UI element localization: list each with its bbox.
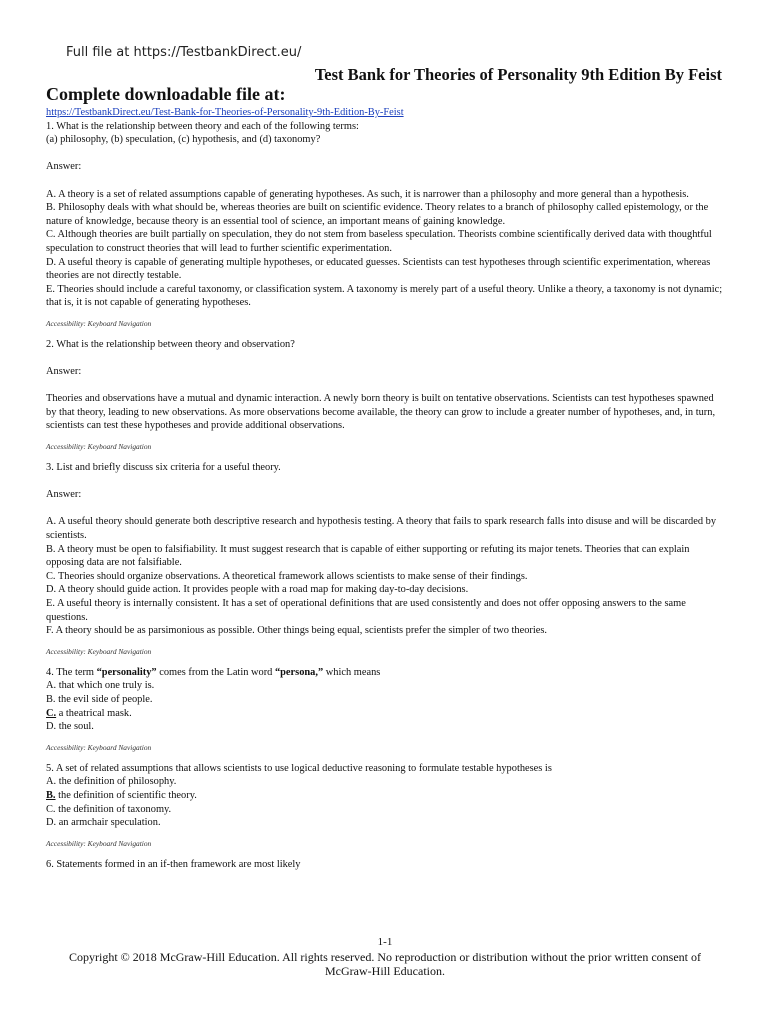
q1-answer-d: D. A useful theory is capable of generating multiple hypotheses, or educated guesses. Scientists can test hypotheses through scientific experimentation, whereas theories are not directly testable. xyxy=(46,256,711,282)
download-heading: Complete downloadable file at: xyxy=(46,84,286,104)
accessibility-tag: Accessibility: Keyboard Navigation xyxy=(46,646,152,656)
full-file-note: Full file at https://TestbankDirect.eu/ xyxy=(66,45,302,60)
accessibility-tag: Accessibility: Keyboard Navigation xyxy=(46,742,152,752)
q4-text-start: 4. The term xyxy=(46,666,97,678)
accessibility-tag: Accessibility: Keyboard Navigation xyxy=(46,838,152,848)
q4-option-a: A. that which one truly is. xyxy=(46,680,155,692)
accessibility-tag: Accessibility: Keyboard Navigation xyxy=(46,442,152,452)
q3-answer-f: F. A theory should be as parsimonious as possible. Other things being equal, scientists prefer the simpler of two theories. xyxy=(46,625,548,637)
question-3: 3. List and briefly discuss six criteria for a useful theory. xyxy=(46,462,281,474)
q5-option-c: C. the definition of taxonomy. xyxy=(46,803,172,815)
q1-answer-a: A. A theory is a set of related assumptions capable of generating hypotheses. As such, it is narrower than a philosophy and more general than a hypothesis. xyxy=(46,188,689,200)
download-link[interactable]: https://TestbankDirect.eu/Test-Bank-for-Theories-of-Personality-9th-Edition-By-Feist xyxy=(46,107,404,118)
question-1: 1. What is the relationship between theory and each of the following terms: xyxy=(46,120,359,132)
answer-label: Answer: xyxy=(46,489,82,501)
q2-answer: Theories and observations have a mutual and dynamic interaction. A newly born theory is built on tentative observations. Scientists can test hypotheses spawned by that theory, leading to new observations. As more observations become available, the theory can grow to include a greater number of hypotheses, and, in turn, scientists can test these hypotheses and provide additional observations. xyxy=(46,393,716,432)
question-4 xyxy=(46,666,724,680)
q3-answer-a: A. A useful theory should generate both descriptive research and hypothesis testing. A theory that fails to spark research falls into disuse and will be discarded by scientists. xyxy=(46,516,717,542)
page-footer xyxy=(46,935,724,978)
q3-answer-c: C. Theories should organize observations. A theoretical framework allows scientists to make sense of their findings. xyxy=(46,570,528,582)
copyright-notice: Copyright © 2018 McGraw-Hill Education. All rights reserved. No reproduction or distribution without the prior written consent of McGraw-Hill Education. xyxy=(68,950,701,978)
q5-correct-letter: B. xyxy=(46,789,56,801)
accessibility-tag: Accessibility: Keyboard Navigation xyxy=(46,318,152,328)
document-body xyxy=(46,106,724,871)
question-5: 5. A set of related assumptions that allows scientists to use logical deductive reasoning to formulate testable hypotheses is xyxy=(46,762,552,774)
answer-label: Answer: xyxy=(46,366,82,378)
q4-term-personality: “personality” xyxy=(96,666,157,678)
question-1-terms: (a) philosophy, (b) speculation, (c) hypothesis, and (d) taxonomy? xyxy=(46,134,321,146)
document-title: Test Bank for Theories of Personality 9th Edition By Feist xyxy=(314,65,722,84)
q4-correct-letter: C. xyxy=(46,707,57,719)
q3-answer-b: B. A theory must be open to falsifiability. It must suggest research that is capable of either supporting or refuting its major tenets. Theories that can explain opposing data are not falsifiable. xyxy=(46,543,690,569)
answer-label: Answer: xyxy=(46,161,82,173)
question-6: 6. Statements formed in an if-then framework are most likely xyxy=(46,858,301,870)
q4-option-b: B. the evil side of people. xyxy=(46,693,153,705)
q5-option-a: A. the definition of philosophy. xyxy=(46,776,177,788)
q5-option-d: D. an armchair speculation. xyxy=(46,817,161,829)
q3-answer-e: E. A useful theory is internally consistent. It has a set of operational definitions that are used consistently and does not offer opposing answers to the same questions. xyxy=(46,598,686,623)
q4-option-d: D. the soul. xyxy=(46,721,94,733)
q4-text-mid: comes from the Latin word xyxy=(156,666,275,678)
q4-option-c xyxy=(46,707,724,721)
q5-option-b xyxy=(46,789,724,803)
q4-term-persona: “persona,” xyxy=(274,666,324,678)
q1-answer-e: E. Theories should include a careful taxonomy, or classification system. A taxonomy is merely part of a useful theory. Unlike a theory, a taxonomy is not dynamic; that is, it is not capable of generating hypotheses. xyxy=(46,283,723,309)
q4-option-c-text: a theatrical mask. xyxy=(56,707,132,719)
q5-option-b-text: the definition of scientific theory. xyxy=(55,789,197,801)
q3-answer-d: D. A theory should guide action. It provides people with a road map for making day-to-day decisions. xyxy=(46,584,469,596)
q1-answer-c: C. Although theories are built partially on speculation, they do not stem from baseless speculation. Theorists combine scientifically derived data with thoughtful speculation to construct theories that will lead to further scientific experimentation. xyxy=(46,229,712,254)
q1-answer-b: B. Philosophy deals with what should be, whereas theories are built on scientific evidence. Theory relates to a branch of philosophy called epistemology, or the nature of knowledge, because theory is an essential tool of science, an important means of gaining knowledge. xyxy=(46,202,709,227)
page-number: 1-1 xyxy=(377,936,393,948)
question-2: 2. What is the relationship between theory and observation? xyxy=(46,338,295,350)
q4-text-end: which means xyxy=(323,666,381,678)
